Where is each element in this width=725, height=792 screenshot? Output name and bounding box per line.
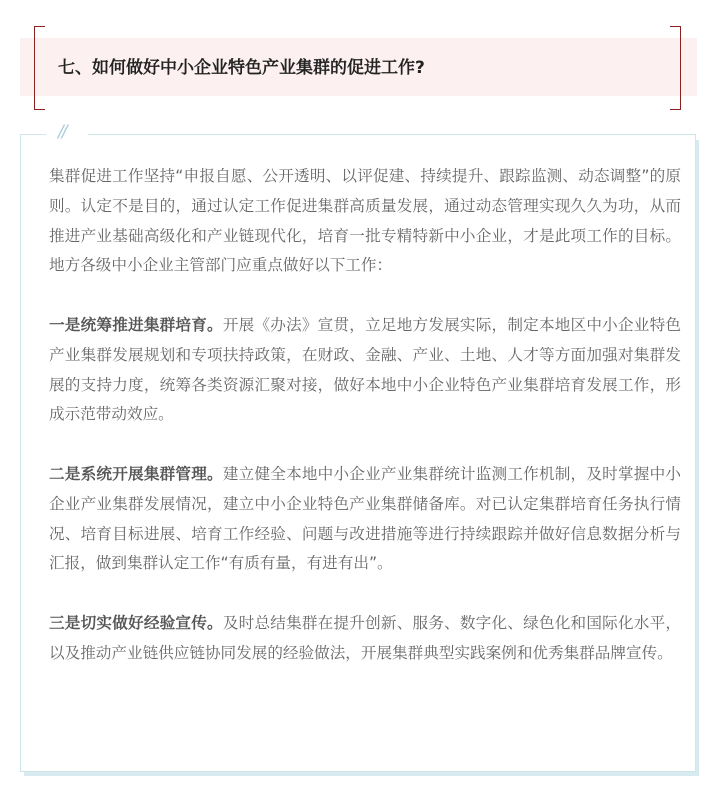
item-text: 建立健全本地中小企业产业集群统计监测工作机制，及时掌握中小企业产业集群发展情况，建立中小企业特色产业集群储备库。对已认定集群培育任务执行情况、培育目标进展、培育工作经验、问题与改进措施等进行持续跟踪并做好信息数据分析与汇报，做到集群认定工作“有质有量，有进有出”。 — [49, 464, 681, 573]
slash-mark-background — [46, 126, 88, 142]
left-bracket-decoration — [34, 26, 45, 110]
item-text: 及时总结集群在提升创新、服务、数字化、绿色化和国际化水平，以及推动产业链供应链协同发展的经验做法，开展集群典型实践案例和优秀集群品牌宣传。 — [49, 613, 681, 662]
section-title: 七、如何做好中小企业特色产业集群的促进工作? — [58, 58, 425, 78]
item-lead: 三是切实做好经验宣传。 — [49, 613, 223, 632]
intro-paragraph: 集群促进工作坚持“申报自愿、公开透明、以评促建、持续提升、跟踪监测、动态调整”的原则。认定不是目的，通过认定工作促进集群高质量发展，通过动态管理实现久久为功，从而推进产业基础高级化和产业链现代化，培育一批专精特新中小企业，才是此项工作的目标。地方各级中小企业主管部门应重点做好以下工作： — [49, 167, 681, 275]
item-lead: 二是系统开展集群管理。 — [49, 464, 223, 483]
article-body — [49, 162, 681, 669]
item-paragraph — [49, 460, 681, 579]
item-paragraph — [49, 311, 681, 430]
right-bracket-decoration — [670, 26, 681, 110]
slash-mark-icon: // — [58, 122, 66, 142]
item-lead: 一是统筹推进集群培育。 — [49, 315, 223, 334]
item-paragraph — [49, 609, 681, 669]
item-text: 开展《办法》宣贯，立足地方发展实际，制定本地区中小企业特色产业集群发展规划和专项扶持政策，在财政、金融、产业、土地、人才等方面加强对集群发展的支持力度，统筹各类资源汇聚对接，做好本地中小企业特色产业集群培育发展工作，形成示范带动效应。 — [49, 315, 681, 424]
